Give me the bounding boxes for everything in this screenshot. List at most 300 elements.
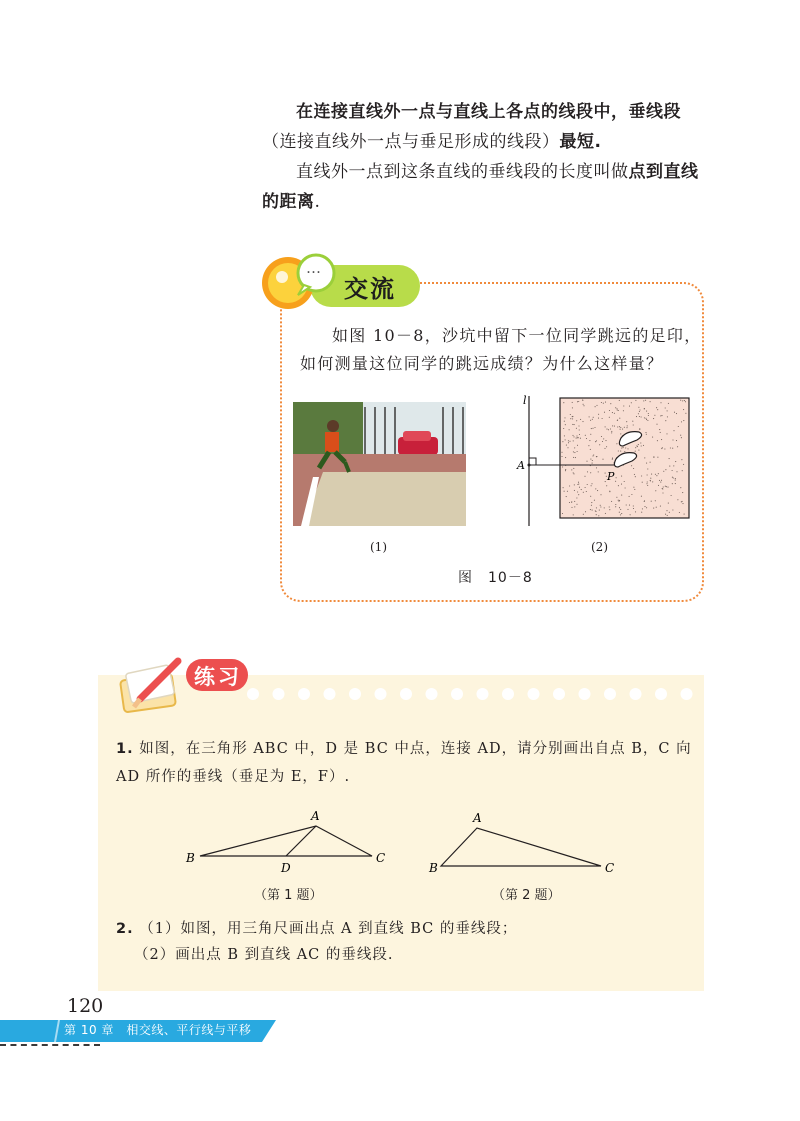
sand-speck <box>569 502 570 503</box>
sand-speck <box>574 506 575 507</box>
sand-speck <box>639 411 640 412</box>
sand-speck <box>679 512 680 513</box>
sand-speck <box>667 487 668 488</box>
sand-speck <box>656 424 657 425</box>
sand-speck <box>592 428 593 429</box>
sand-speck <box>619 418 620 419</box>
question-2-line-2: （2）画出点 B 到直线 AC 的垂线段. <box>134 947 394 963</box>
sand-speck <box>611 431 612 432</box>
sand-speck <box>640 442 641 443</box>
sand-speck <box>616 497 617 498</box>
sand-speck <box>561 452 562 453</box>
sand-speck <box>639 409 640 410</box>
chapter-label: 第 10 章 相交线、平行线与平移 <box>64 1023 252 1037</box>
sand-speck <box>673 465 674 466</box>
sand-speck <box>604 507 605 508</box>
sand-speck <box>573 440 574 441</box>
sand-speck <box>623 405 624 406</box>
triangle-figure-2 <box>425 806 625 876</box>
sand-speck <box>656 407 657 408</box>
sand-speck <box>680 400 681 401</box>
border-dot <box>400 688 412 700</box>
sand-speck <box>675 483 676 484</box>
sand-speck <box>572 402 573 403</box>
intro-normal-text: （连接直线外一点与垂足形成的线段） <box>262 132 560 152</box>
sand-speck <box>593 454 594 455</box>
sand-speck <box>600 494 601 495</box>
sand-speck <box>620 514 621 515</box>
sand-speck <box>657 409 658 410</box>
sand-speck <box>670 447 671 448</box>
sand-speck <box>665 469 666 470</box>
sand-speck <box>606 485 607 486</box>
sand-speck <box>574 490 575 491</box>
sand-speck <box>659 480 660 481</box>
sand-speck <box>660 432 661 433</box>
sand-speck <box>681 459 682 460</box>
sand-speck <box>571 507 572 508</box>
border-dot <box>298 688 310 700</box>
sand-speck <box>621 448 622 449</box>
sand-speck <box>585 511 586 512</box>
sand-speck <box>600 506 601 507</box>
sand-speck <box>585 487 586 488</box>
sand-speck <box>683 409 684 410</box>
sand-speck <box>626 504 627 505</box>
sand-speck <box>610 403 611 404</box>
sand-speck <box>615 407 616 408</box>
sand-speck <box>596 440 597 441</box>
sand-speck <box>676 440 677 441</box>
sand-speck <box>600 505 601 506</box>
sand-speck <box>635 400 636 401</box>
sand-speck <box>621 484 622 485</box>
sand-speck <box>656 507 657 508</box>
sand-speck <box>576 428 577 429</box>
sand-speck <box>590 449 591 450</box>
sand-speck <box>620 433 621 434</box>
sand-speck <box>635 476 636 477</box>
sand-speck <box>636 416 637 417</box>
sand-speck <box>675 480 676 481</box>
sand-speck <box>685 401 686 402</box>
sand-speck <box>658 485 659 486</box>
sand-speck <box>596 456 597 457</box>
sand-speck <box>574 484 575 485</box>
sand-speck <box>624 451 625 452</box>
sand-speck <box>672 448 673 449</box>
sand-speck <box>571 469 572 470</box>
sand-speck <box>644 501 645 502</box>
sand-speck <box>629 496 630 497</box>
sand-speck <box>596 405 597 406</box>
sand-speck <box>605 426 606 427</box>
sand-speck <box>660 415 661 416</box>
sand-speck <box>641 496 642 497</box>
sand-speck <box>591 505 592 506</box>
sand-speck <box>604 448 605 449</box>
fig2-label-a: A <box>473 811 482 825</box>
border-dot <box>604 688 616 700</box>
sand-speck <box>619 400 620 401</box>
sand-speck <box>590 420 591 421</box>
sand-speck <box>601 402 602 403</box>
sand-speck <box>583 492 584 493</box>
sand-speck <box>617 420 618 421</box>
sand-speck <box>635 511 636 512</box>
sand-speck <box>574 501 575 502</box>
sand-speck <box>594 500 595 501</box>
sand-speck <box>664 448 665 449</box>
sand-speck <box>666 486 667 487</box>
sand-speck <box>674 412 675 413</box>
sand-speck <box>573 457 574 458</box>
sand-speck <box>621 513 622 514</box>
sand-speck <box>619 426 620 427</box>
sand-speck <box>675 461 676 462</box>
sand-speck <box>666 433 667 434</box>
line-label-l: l <box>523 394 527 407</box>
sand-speck <box>644 417 645 418</box>
sand-speck <box>578 425 579 426</box>
sand-speck <box>627 448 628 449</box>
sand-speck <box>635 451 636 452</box>
sand-speck <box>573 451 574 452</box>
sand-speck <box>625 487 626 488</box>
sand-speck <box>671 495 672 496</box>
sand-speck <box>616 443 617 444</box>
sand-speck <box>618 450 619 451</box>
sand-speck <box>583 404 584 405</box>
sand-speck <box>677 446 678 447</box>
sand-speck <box>636 445 637 446</box>
sand-speck <box>596 507 597 508</box>
fig2-label-b: B <box>429 861 438 875</box>
sand-speck <box>617 426 618 427</box>
sand-speck <box>577 491 578 492</box>
figure-2-caption: （第 2 题） <box>492 888 561 903</box>
sand-speck <box>589 440 590 441</box>
bubble-ellipsis: … <box>306 259 321 277</box>
sand-speck <box>633 468 634 469</box>
sand-speck <box>626 421 627 422</box>
sand-speck <box>599 510 600 511</box>
sand-speck <box>595 406 596 407</box>
border-dot <box>579 688 591 700</box>
sand-speck <box>572 407 573 408</box>
sand-speck <box>564 491 565 492</box>
sand-speck <box>586 491 587 492</box>
intro-bold-text-2: 最短. <box>559 132 602 152</box>
border-dot <box>477 688 489 700</box>
sand-speck <box>570 414 571 415</box>
sand-speck <box>605 513 606 514</box>
sand-speck <box>590 434 591 435</box>
sand-speck <box>566 445 567 446</box>
question-2-line-1: （1）如图，用三角尺画出点 A 到直线 BC 的垂线段； <box>139 921 518 937</box>
sand-speck <box>615 506 616 507</box>
border-dot <box>273 688 285 700</box>
sand-speck <box>672 483 673 484</box>
sand-speck <box>680 487 681 488</box>
sand-speck <box>665 407 666 408</box>
sand-speck <box>641 512 642 513</box>
sand-speck <box>641 416 642 417</box>
sand-speck <box>578 437 579 438</box>
triangle-figure-1 <box>180 806 390 876</box>
sand-speck <box>609 506 610 507</box>
sand-speck <box>618 410 619 411</box>
sand-speck <box>563 402 564 403</box>
sand-speck <box>576 438 577 439</box>
sand-speck <box>643 400 644 401</box>
sand-speck <box>668 503 669 504</box>
sand-speck <box>590 459 591 460</box>
sand-speck <box>603 438 604 439</box>
intro-period: . <box>314 192 321 212</box>
sand-speck <box>612 412 613 413</box>
sand-speck <box>589 416 590 417</box>
sand-speck <box>646 483 647 484</box>
figure-caption-1: (1) <box>370 540 387 554</box>
sand-speck <box>576 420 577 421</box>
sand-speck <box>615 504 616 505</box>
sand-speck <box>650 401 651 402</box>
sand-speck <box>562 466 563 467</box>
question-1-number: 1. <box>116 741 134 757</box>
sand-speck <box>612 459 613 460</box>
sand-speck <box>672 509 673 510</box>
sand-speck <box>615 481 616 482</box>
sand-speck <box>665 420 666 421</box>
question-2-number: 2. <box>116 921 134 937</box>
sand-speck <box>563 487 564 488</box>
sand-speck <box>578 494 579 495</box>
exchange-text: 如图 10－8，沙坑中留下一位同学跳远的足印，如何测量这位同学的跳远成绩？为什么这样量？ <box>300 326 702 373</box>
sand-speck <box>573 473 574 474</box>
sand-speck <box>620 451 621 452</box>
sand-speck <box>650 478 651 479</box>
sand-speck <box>582 421 583 422</box>
figure-title: 图 10－8 <box>458 570 533 586</box>
practice-dot-border <box>243 683 703 705</box>
sand-speck <box>647 468 648 469</box>
intro-bold-text: 在连接直线外一点与直线上各点的线段中，垂线段 <box>296 102 681 122</box>
sand-speck <box>602 459 603 460</box>
sand-speck <box>660 402 661 403</box>
sand-speck <box>562 513 563 514</box>
sand-speck <box>569 429 570 430</box>
sand-speck <box>595 441 596 442</box>
sand-speck <box>623 447 624 448</box>
sand-speck <box>667 515 668 516</box>
sand-speck <box>591 502 592 503</box>
sand-speck <box>619 500 620 501</box>
sand-speck <box>597 490 598 491</box>
sand-speck <box>579 487 580 488</box>
sand-speck <box>573 514 574 515</box>
sand-speck <box>584 476 585 477</box>
sand-speck <box>606 429 607 430</box>
sand-speck <box>591 428 592 429</box>
sand-speck <box>631 494 632 495</box>
sand-speck <box>581 489 582 490</box>
sand-speck <box>669 512 670 513</box>
sand-speck <box>572 418 573 419</box>
pencil-notebook-icon <box>118 655 198 715</box>
sand-speck <box>680 435 681 436</box>
sand-speck <box>631 465 632 466</box>
sand-speck <box>598 418 599 419</box>
question-2-part-2 <box>134 941 694 969</box>
sand-speck <box>576 504 577 505</box>
sand-speck <box>582 400 583 401</box>
sand-speck <box>639 429 640 430</box>
intro-definition-text: 直线外一点到这条直线的垂线段的长度叫做 <box>296 162 629 182</box>
sand-speck <box>650 480 651 481</box>
sand-speck <box>624 427 625 428</box>
fig1-label-d: D <box>281 861 291 875</box>
sand-speck <box>605 440 606 441</box>
sand-speck <box>652 481 653 482</box>
sand-speck <box>579 434 580 435</box>
fig1-label-a: A <box>311 809 320 823</box>
sand-speck <box>599 444 600 445</box>
sand-speck <box>598 515 599 516</box>
sand-speck <box>573 472 574 473</box>
sand-speck <box>567 447 568 448</box>
sand-speck <box>662 492 663 493</box>
sand-speck <box>596 467 597 468</box>
sand-speck <box>672 439 673 440</box>
sand-speck <box>665 514 666 515</box>
sand-speck <box>616 408 617 409</box>
sand-speck <box>645 418 646 419</box>
sand-speck <box>619 512 620 513</box>
sand-speck <box>619 507 620 508</box>
sand-speck <box>682 400 683 401</box>
sand-speck <box>609 491 610 492</box>
fig1-label-c: C <box>376 851 386 865</box>
sand-speck <box>642 508 643 509</box>
sand-speck <box>644 408 645 409</box>
sand-speck <box>657 457 658 458</box>
sand-speck <box>667 416 668 417</box>
sand-speck <box>647 481 648 482</box>
sand-speck <box>652 437 653 438</box>
sand-speck <box>578 483 579 484</box>
sand-speck <box>569 441 570 442</box>
sand-speck <box>585 435 586 436</box>
sand-speck <box>647 474 648 475</box>
sand-speck <box>655 500 656 501</box>
sand-speck <box>572 435 573 436</box>
sand-speck <box>633 424 634 425</box>
sand-speck <box>624 481 625 482</box>
sand-speck <box>633 487 634 488</box>
sand-speck <box>564 435 565 436</box>
sand-speck <box>592 455 593 456</box>
sand-speck <box>609 417 610 418</box>
sand-speck <box>590 472 591 473</box>
sand-speck <box>573 436 574 437</box>
sand-speck <box>659 429 660 430</box>
sand-speck <box>666 510 667 511</box>
sand-speck <box>642 482 643 483</box>
sand-speck <box>633 505 634 506</box>
sand-speck <box>644 457 645 458</box>
sand-speck <box>583 514 584 515</box>
sand-speck <box>603 403 604 404</box>
sand-speck <box>602 441 603 442</box>
sand-speck <box>646 434 647 435</box>
border-dot <box>528 688 540 700</box>
sand-speck <box>622 429 623 430</box>
sand-speck <box>617 409 618 410</box>
sand-speck <box>635 447 636 448</box>
sand-speck <box>595 511 596 512</box>
sand-speck <box>675 478 676 479</box>
sand-speck <box>672 477 673 478</box>
sand-speck <box>564 421 565 422</box>
figure-caption-2: (2) <box>591 540 608 554</box>
sand-speck <box>644 506 645 507</box>
sand-speck <box>562 441 563 442</box>
sand-speck <box>590 509 591 510</box>
sand-speck <box>676 413 677 414</box>
sand-speck <box>572 424 573 425</box>
long-jump-photo <box>293 402 466 526</box>
sand-speck <box>609 509 610 510</box>
sand-speck <box>677 499 678 500</box>
sand-speck <box>591 485 592 486</box>
sand-speck <box>565 457 566 458</box>
sand-speck <box>566 496 567 497</box>
sand-speck <box>646 463 647 464</box>
sand-speck <box>662 488 663 489</box>
sand-speck <box>681 501 682 502</box>
sand-speck <box>638 450 639 451</box>
sand-speck <box>647 420 648 421</box>
sand-speck <box>638 444 639 445</box>
footer-dashed-line <box>0 1044 100 1046</box>
sand-speck <box>612 425 613 426</box>
sand-speck <box>641 475 642 476</box>
border-dot <box>630 688 642 700</box>
sand-speck <box>633 508 634 509</box>
sand-speck <box>646 411 647 412</box>
sand-speck <box>655 474 656 475</box>
speech-bubble-icon <box>258 245 338 315</box>
border-dot <box>553 688 565 700</box>
exchange-header <box>258 245 428 315</box>
sand-speck <box>587 471 588 472</box>
sand-speck <box>592 419 593 420</box>
border-dot <box>375 688 387 700</box>
sand-speck <box>618 485 619 486</box>
sand-speck <box>565 439 566 440</box>
sand-speck <box>683 420 684 421</box>
sand-speck <box>683 464 684 465</box>
sand-speck <box>576 497 577 498</box>
sand-speck <box>648 413 649 414</box>
sand-speck <box>574 424 575 425</box>
sand-speck <box>627 425 628 426</box>
intro-paragraph-2 <box>262 157 710 217</box>
sand-speck <box>676 471 677 472</box>
sand-speck <box>630 514 631 515</box>
sand-speck <box>567 491 568 492</box>
